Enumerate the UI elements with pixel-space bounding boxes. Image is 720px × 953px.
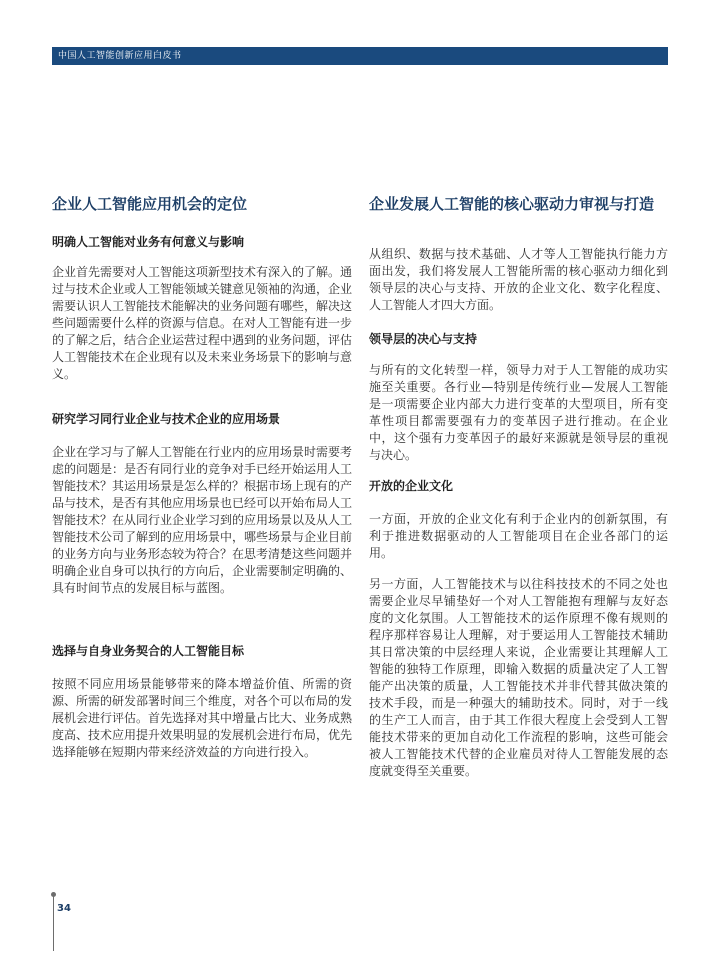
left-subheading-3: 选择与自身业务契合的人工智能目标 — [52, 644, 245, 658]
page-number: 34 — [57, 903, 71, 914]
header-bar — [52, 47, 668, 65]
right-subheading-1: 领导层的决心与支持 — [369, 332, 478, 346]
right-heading: 企业发展人工智能的核心驱动力审视与打造 — [369, 195, 655, 213]
right-paragraph-1: 与所有的文化转型一样，领导力对于人工智能的成功实施至关重要。各行业—特别是传统行业—发展人工智能是一项需要企业内部大力进行变革的大型项目，所有变革性项目都需要强有力的变革因子进行推动。在企业中，这个强有力变革因子的最好来源就是领导层的重视与决心。 — [369, 363, 668, 462]
right-subheading-2: 开放的企业文化 — [369, 479, 454, 493]
page-marker-rule — [53, 893, 54, 951]
right-paragraph-3: 另一方面，人工智能技术与以往科技技术的不同之处也需要企业尽早铺垫好一个对人工智能抱有理解与友好态度的文化氛围。人工智能技术的运作原理不像有规则的程序那样容易让人理解，对于要运用人工智能技术辅助其日常决策的中层经理人来说，企业需要让其理解人工智能的独特工作原理，即输入数据的质量决定了人工智能产出决策的质量，人工智能技术并非代替其做决策的技术手段，而是一种强大的辅助技术。同时，对于一线的生产工人而言，由于其工作很大程度上会受到人工智能技术带来的更加自动化工作流程的影响，这些可能会被人工智能技术代替的企业雇员对待人工智能发展的态度就变得至关重要。 — [369, 577, 668, 778]
header-title: 中国人工智能创新应用白皮书 — [58, 51, 182, 61]
left-subheading-1: 明确人工智能对业务有何意义与影响 — [52, 235, 245, 249]
left-paragraph-2: 企业在学习与了解人工智能在行业内的应用场景时需要考虑的问题是：是否有同行业的竞争对手已经开始运用人工智能技术？其运用场景是怎么样的？根据市场上现有的产品与技术，是否有其他应用场景也已经可以开始布局人工智能技术？在从同行业企业学习到的应用场景以及从人工智能技术公司了解到的应用场景中，哪些场景与企业目前的业务方向与业务形态较为符合？在思考清楚这些问题并明确企业自身可以执行的方向后，企业需要制定明确的、具有时间节点的发展目标与蓝图。 — [52, 445, 353, 595]
right-intro: 从组织、数据与技术基础、人才等人工智能执行能力方面出发，我们将发展人工智能所需的核心驱动力细化到领导层的决心与支持、开放的企业文化、数字化程度、人工智能人才四大方面。 — [369, 247, 668, 312]
left-paragraph-3: 按照不同应用场景能够带来的降本增益价值、所需的资源、所需的研发部署时间三个维度，对各个可以布局的发展机会进行评估。首先选择对其中增量占比大、业务成熟度高、技术应用提升效果明显的发展机会进行布局，优先选择能够在短期内带来经济效益的方向进行投入。 — [52, 677, 353, 759]
right-paragraph-2: 一方面，开放的企业文化有利于企业内的创新氛围，有利于推进数据驱动的人工智能项目在企业各部门的运用。 — [369, 512, 668, 560]
left-subheading-2: 研究学习同行业企业与技术企业的应用场景 — [52, 412, 281, 426]
left-paragraph-1: 企业首先需要对人工智能这项新型技术有深入的了解。通过与技术企业或人工智能领域关键意见领袖的沟通，企业需要认识人工智能技术能解决的业务问题有哪些，解决这些问题需要什么样的资源与信息。在对人工智能有进一步的了解之后，结合企业运营过程中遇到的业务问题，评估人工智能技术在企业现有以及未来业务场景下的影响与意义。 — [52, 265, 353, 381]
left-heading: 企业人工智能应用机会的定位 — [52, 195, 248, 213]
